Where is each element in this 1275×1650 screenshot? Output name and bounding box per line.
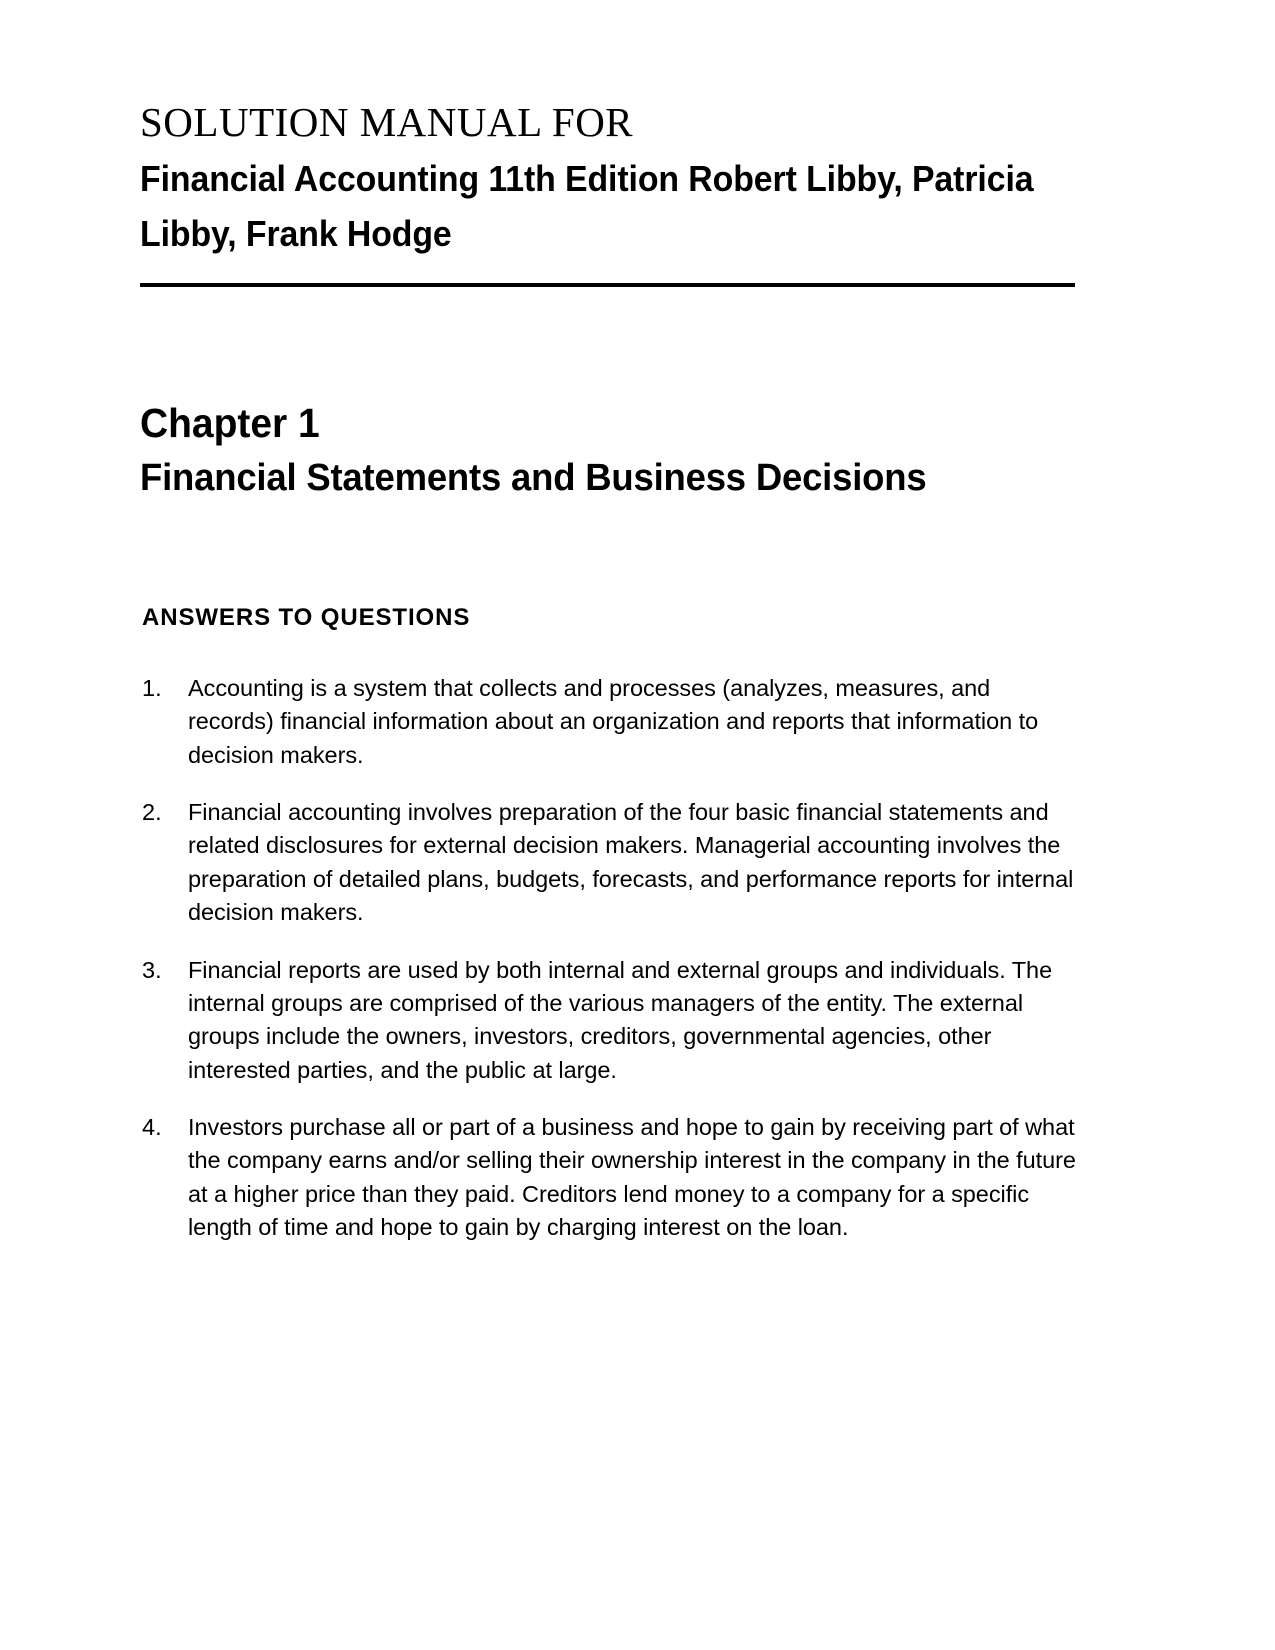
answer-number: 4. — [142, 1113, 162, 1140]
book-title: Financial Accounting 11th Edition Robert Libby, Patricia Libby, Frank Hodge — [140, 157, 1034, 254]
list-item — [142, 796, 1077, 929]
document-header — [140, 100, 1075, 261]
list-item — [142, 672, 1077, 772]
answer-text: Financial reports are used by both internal and external groups and individuals. The internal groups are comprised of the various managers of the entity. The external groups include the owners, investors, creditors, governmental agencies, other interested parties, and the public at large. — [188, 956, 1053, 1083]
answer-text: Accounting is a system that collects and processes (analyzes, measures, and records) financial information about an organization and reports that information to decision makers. — [188, 675, 1039, 768]
answer-number: 1. — [142, 675, 162, 701]
answers-list — [142, 672, 1077, 1244]
answer-text: Financial accounting involves preparation of the four basic financial statements and related disclosures for external decision makers. Managerial accounting involves the preparation of detailed plans, budgets, forecasts, and performance reports for internal decision makers. — [188, 799, 1074, 926]
section-heading-answers-to-questions: ANSWERS TO QUESTIONS — [142, 604, 471, 631]
list-item — [142, 1111, 1077, 1244]
header-divider — [140, 283, 1075, 287]
answer-number: 3. — [142, 956, 162, 983]
chapter-number: Chapter 1 — [140, 400, 320, 446]
chapter-heading-block — [140, 400, 1090, 502]
chapter-title: Financial Statements and Business Decisions — [140, 457, 927, 500]
answer-number: 2. — [142, 799, 162, 826]
manual-label: SOLUTION MANUAL FOR — [140, 99, 634, 145]
list-item — [142, 954, 1077, 1087]
answer-text: Investors purchase all or part of a business and hope to gain by receiving part of what the company earns and/or selling their ownership interest in the company in the future at a higher price than they paid. Creditors lend money to a company for a specific length of time and hope to gain by charging interest on the loan. — [188, 1113, 1076, 1241]
